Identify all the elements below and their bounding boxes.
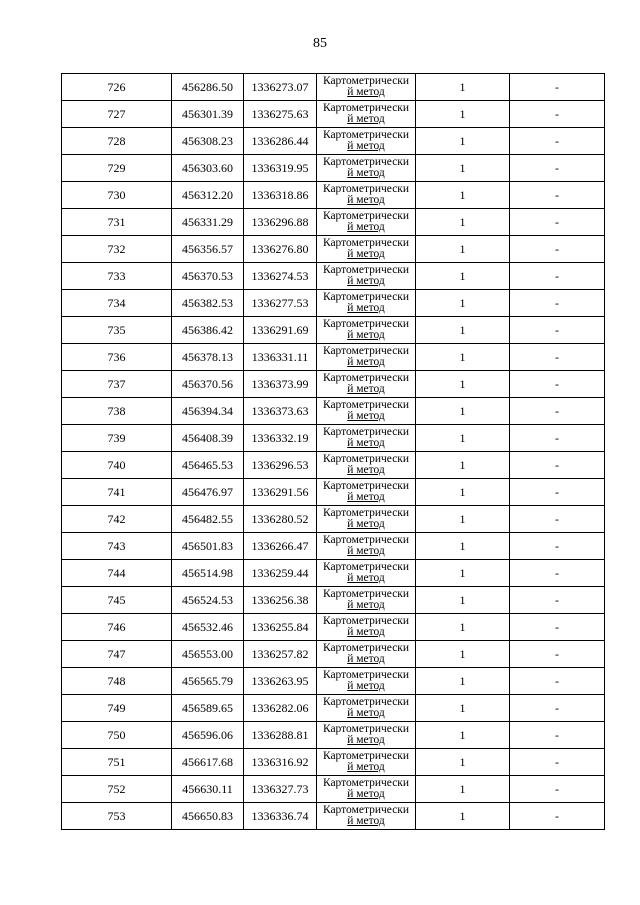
x-coordinate-cell: 456617.68 [172,749,244,776]
x-coordinate-cell: 456301.39 [172,101,244,128]
accuracy-cell: 1 [416,155,510,182]
y-coordinate-cell: 1336296.88 [244,209,317,236]
y-coordinate-cell: 1336276.80 [244,236,317,263]
point-number-cell: 747 [62,641,172,668]
method-cell [317,344,416,371]
method-text-line-1: Картометрически [322,318,410,330]
y-coordinate-cell: 1336373.63 [244,398,317,425]
method-cell [317,776,416,803]
accuracy-cell: 1 [416,668,510,695]
table-row [62,803,605,830]
method-text-line-1: Картометрически [322,777,410,789]
x-coordinate-cell: 456514.98 [172,560,244,587]
note-cell: - [510,155,605,182]
x-coordinate-cell: 456532.46 [172,614,244,641]
method-text-line-2: й метод [347,410,385,422]
method-text-line-2: й метод [347,437,385,449]
accuracy-cell: 1 [416,236,510,263]
point-number-cell: 742 [62,506,172,533]
accuracy-cell: 1 [416,128,510,155]
x-coordinate-cell: 456382.53 [172,290,244,317]
accuracy-cell: 1 [416,452,510,479]
x-coordinate-cell: 456589.65 [172,695,244,722]
y-coordinate-cell: 1336275.63 [244,101,317,128]
table-row [62,128,605,155]
table-row [62,749,605,776]
method-cell [317,155,416,182]
point-number-cell: 739 [62,425,172,452]
y-coordinate-cell: 1336273.07 [244,74,317,101]
table-row [62,74,605,101]
x-coordinate-cell: 456370.53 [172,263,244,290]
method-text-line-2: й метод [347,194,385,206]
method-text-line-2: й метод [347,545,385,557]
point-number-cell: 728 [62,128,172,155]
accuracy-cell: 1 [416,182,510,209]
accuracy-cell: 1 [416,398,510,425]
method-text-line-1: Картометрически [322,426,410,438]
method-text-line-1: Картометрически [322,264,410,276]
method-text-line-1: Картометрически [322,399,410,411]
accuracy-cell: 1 [416,209,510,236]
accuracy-cell: 1 [416,317,510,344]
method-text-line-2: й метод [347,491,385,503]
x-coordinate-cell: 456356.57 [172,236,244,263]
accuracy-cell: 1 [416,290,510,317]
x-coordinate-cell: 456553.00 [172,641,244,668]
accuracy-cell: 1 [416,344,510,371]
accuracy-cell: 1 [416,479,510,506]
method-text-line-1: Картометрически [322,507,410,519]
accuracy-cell: 1 [416,614,510,641]
table-row [62,236,605,263]
note-cell: - [510,452,605,479]
table-row [62,641,605,668]
accuracy-cell: 1 [416,749,510,776]
note-cell: - [510,344,605,371]
point-number-cell: 738 [62,398,172,425]
method-text-line-2: й метод [347,653,385,665]
table-row [62,614,605,641]
point-number-cell: 733 [62,263,172,290]
method-text-line-1: Картометрически [322,129,410,141]
y-coordinate-cell: 1336263.95 [244,668,317,695]
y-coordinate-cell: 1336291.56 [244,479,317,506]
note-cell: - [510,398,605,425]
y-coordinate-cell: 1336296.53 [244,452,317,479]
note-cell: - [510,74,605,101]
table-row [62,425,605,452]
point-number-cell: 727 [62,101,172,128]
method-text-line-1: Картометрически [322,615,410,627]
method-text-line-2: й метод [347,464,385,476]
y-coordinate-cell: 1336277.53 [244,290,317,317]
y-coordinate-cell: 1336259.44 [244,560,317,587]
table-row [62,290,605,317]
note-cell: - [510,533,605,560]
note-cell: - [510,263,605,290]
method-text-line-2: й метод [347,86,385,98]
method-cell [317,695,416,722]
y-coordinate-cell: 1336331.11 [244,344,317,371]
method-text-line-2: й метод [347,140,385,152]
method-cell [317,533,416,560]
note-cell: - [510,479,605,506]
method-text-line-1: Картометрически [322,642,410,654]
table-row [62,479,605,506]
table-row [62,371,605,398]
table-row [62,452,605,479]
method-cell [317,803,416,830]
note-cell: - [510,371,605,398]
point-number-cell: 748 [62,668,172,695]
table-row [62,317,605,344]
point-number-cell: 749 [62,695,172,722]
accuracy-cell: 1 [416,695,510,722]
method-cell [317,452,416,479]
method-text-line-1: Картометрически [322,372,410,384]
y-coordinate-cell: 1336282.06 [244,695,317,722]
note-cell: - [510,641,605,668]
x-coordinate-cell: 456476.97 [172,479,244,506]
x-coordinate-cell: 456394.34 [172,398,244,425]
point-number-cell: 741 [62,479,172,506]
point-number-cell: 753 [62,803,172,830]
y-coordinate-cell: 1336256.38 [244,587,317,614]
note-cell: - [510,614,605,641]
x-coordinate-cell: 456630.11 [172,776,244,803]
method-text-line-2: й метод [347,572,385,584]
point-number-cell: 729 [62,155,172,182]
note-cell: - [510,668,605,695]
method-cell [317,209,416,236]
method-cell [317,749,416,776]
y-coordinate-cell: 1336318.86 [244,182,317,209]
accuracy-cell: 1 [416,641,510,668]
method-text-line-2: й метод [347,599,385,611]
method-text-line-2: й метод [347,518,385,530]
method-cell [317,587,416,614]
note-cell: - [510,803,605,830]
method-text-line-2: й метод [347,113,385,125]
table-row [62,398,605,425]
x-coordinate-cell: 456370.56 [172,371,244,398]
accuracy-cell: 1 [416,506,510,533]
point-number-cell: 734 [62,290,172,317]
x-coordinate-cell: 456565.79 [172,668,244,695]
method-cell [317,128,416,155]
table-body [62,74,605,830]
method-cell [317,560,416,587]
note-cell: - [510,209,605,236]
method-text-line-1: Картометрически [322,561,410,573]
coordinates-table [61,73,605,830]
table-row [62,533,605,560]
y-coordinate-cell: 1336274.53 [244,263,317,290]
note-cell: - [510,425,605,452]
table-row [62,506,605,533]
method-text-line-2: й метод [347,815,385,827]
note-cell: - [510,506,605,533]
method-cell [317,263,416,290]
point-number-cell: 746 [62,614,172,641]
x-coordinate-cell: 456331.29 [172,209,244,236]
method-cell [317,722,416,749]
x-coordinate-cell: 456408.39 [172,425,244,452]
accuracy-cell: 1 [416,803,510,830]
point-number-cell: 735 [62,317,172,344]
method-cell [317,614,416,641]
method-cell [317,641,416,668]
method-text-line-2: й метод [347,248,385,260]
point-number-cell: 743 [62,533,172,560]
method-text-line-1: Картометрически [322,345,410,357]
accuracy-cell: 1 [416,776,510,803]
method-text-line-2: й метод [347,221,385,233]
note-cell: - [510,317,605,344]
note-cell: - [510,236,605,263]
table-row [62,776,605,803]
y-coordinate-cell: 1336257.82 [244,641,317,668]
table-row [62,695,605,722]
point-number-cell: 750 [62,722,172,749]
method-text-line-2: й метод [347,734,385,746]
y-coordinate-cell: 1336280.52 [244,506,317,533]
y-coordinate-cell: 1336286.44 [244,128,317,155]
method-cell [317,74,416,101]
method-text-line-1: Картометрически [322,723,410,735]
method-text-line-2: й метод [347,356,385,368]
method-cell [317,182,416,209]
accuracy-cell: 1 [416,263,510,290]
x-coordinate-cell: 456386.42 [172,317,244,344]
accuracy-cell: 1 [416,101,510,128]
method-text-line-2: й метод [347,707,385,719]
method-text-line-1: Картометрически [322,183,410,195]
method-cell [317,398,416,425]
x-coordinate-cell: 456501.83 [172,533,244,560]
method-text-line-1: Картометрически [322,237,410,249]
method-text-line-2: й метод [347,626,385,638]
method-text-line-2: й метод [347,329,385,341]
method-text-line-2: й метод [347,167,385,179]
point-number-cell: 731 [62,209,172,236]
method-text-line-2: й метод [347,275,385,287]
y-coordinate-cell: 1336291.69 [244,317,317,344]
point-number-cell: 745 [62,587,172,614]
method-text-line-2: й метод [347,680,385,692]
point-number-cell: 744 [62,560,172,587]
accuracy-cell: 1 [416,425,510,452]
y-coordinate-cell: 1336319.95 [244,155,317,182]
table-row [62,155,605,182]
method-text-line-1: Картометрически [322,453,410,465]
method-text-line-1: Картометрически [322,75,410,87]
accuracy-cell: 1 [416,533,510,560]
note-cell: - [510,128,605,155]
method-cell [317,371,416,398]
x-coordinate-cell: 456465.53 [172,452,244,479]
note-cell: - [510,749,605,776]
table-row [62,209,605,236]
note-cell: - [510,776,605,803]
y-coordinate-cell: 1336316.92 [244,749,317,776]
method-text-line-1: Картометрически [322,696,410,708]
y-coordinate-cell: 1336336.74 [244,803,317,830]
method-text-line-1: Картометрически [322,291,410,303]
method-cell [317,668,416,695]
x-coordinate-cell: 456596.06 [172,722,244,749]
method-text-line-1: Картометрически [322,804,410,816]
method-text-line-1: Картометрически [322,102,410,114]
method-text-line-1: Картометрически [322,750,410,762]
y-coordinate-cell: 1336288.81 [244,722,317,749]
x-coordinate-cell: 456524.53 [172,587,244,614]
y-coordinate-cell: 1336373.99 [244,371,317,398]
note-cell: - [510,695,605,722]
method-cell [317,101,416,128]
x-coordinate-cell: 456650.83 [172,803,244,830]
y-coordinate-cell: 1336332.19 [244,425,317,452]
method-text-line-2: й метод [347,761,385,773]
y-coordinate-cell: 1336255.84 [244,614,317,641]
point-number-cell: 751 [62,749,172,776]
x-coordinate-cell: 456312.20 [172,182,244,209]
table-row [62,263,605,290]
accuracy-cell: 1 [416,74,510,101]
method-cell [317,317,416,344]
accuracy-cell: 1 [416,560,510,587]
x-coordinate-cell: 456286.50 [172,74,244,101]
method-cell [317,506,416,533]
method-text-line-2: й метод [347,788,385,800]
point-number-cell: 732 [62,236,172,263]
accuracy-cell: 1 [416,587,510,614]
page-number: 85 [313,36,327,51]
y-coordinate-cell: 1336266.47 [244,533,317,560]
y-coordinate-cell: 1336327.73 [244,776,317,803]
x-coordinate-cell: 456482.55 [172,506,244,533]
x-coordinate-cell: 456308.23 [172,128,244,155]
table-row [62,101,605,128]
table-row [62,587,605,614]
point-number-cell: 730 [62,182,172,209]
note-cell: - [510,101,605,128]
table-row [62,722,605,749]
note-cell: - [510,290,605,317]
table-row [62,182,605,209]
table-row [62,560,605,587]
method-text-line-1: Картометрически [322,534,410,546]
note-cell: - [510,722,605,749]
point-number-cell: 752 [62,776,172,803]
method-cell [317,236,416,263]
note-cell: - [510,182,605,209]
method-text-line-1: Картометрически [322,480,410,492]
note-cell: - [510,560,605,587]
method-cell [317,479,416,506]
point-number-cell: 726 [62,74,172,101]
method-text-line-1: Картометрически [322,588,410,600]
method-text-line-2: й метод [347,383,385,395]
method-text-line-1: Картометрически [322,669,410,681]
point-number-cell: 740 [62,452,172,479]
table-row [62,668,605,695]
note-cell: - [510,587,605,614]
method-text-line-1: Картометрически [322,210,410,222]
method-text-line-1: Картометрически [322,156,410,168]
method-cell [317,425,416,452]
accuracy-cell: 1 [416,722,510,749]
x-coordinate-cell: 456378.13 [172,344,244,371]
point-number-cell: 737 [62,371,172,398]
accuracy-cell: 1 [416,371,510,398]
table-row [62,344,605,371]
method-text-line-2: й метод [347,302,385,314]
point-number-cell: 736 [62,344,172,371]
x-coordinate-cell: 456303.60 [172,155,244,182]
method-cell [317,290,416,317]
